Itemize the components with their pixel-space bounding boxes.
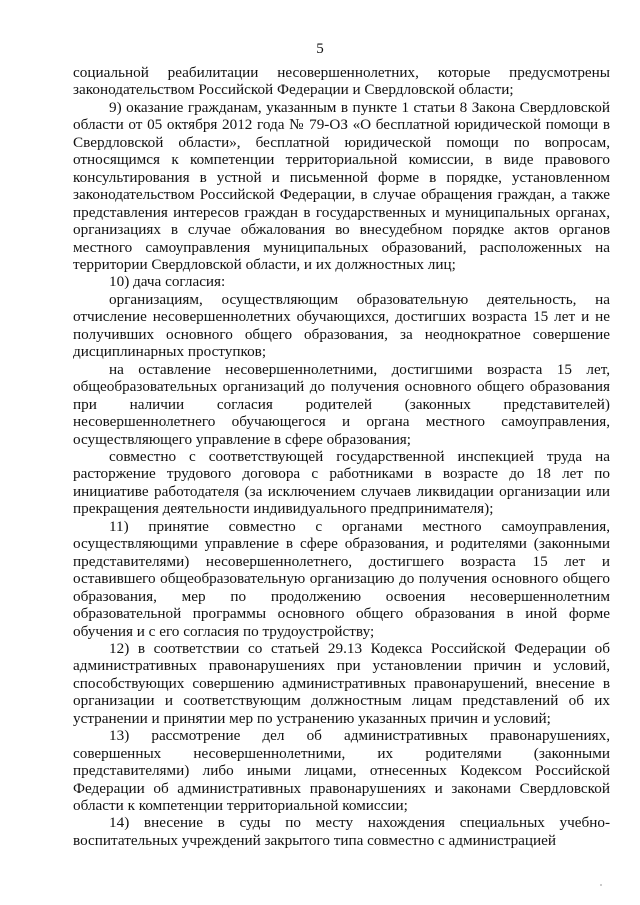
paragraph-item-10: 10) дача согласия: <box>109 273 226 291</box>
paragraph-item-10-labor-contract: совместно с соответствующей государственной инспекцией труда на расторжение трудового договора с работниками в возрасте до 18 лет по инициативе работодателя (за исключением случаев ликвидации организации или прекращения деятельности индивидуального предпринимателя); <box>73 447 610 518</box>
paragraph-item-11: 11) принятие совместно с органами местного самоуправления, осуществляющими управление в сфере образования, и родителями (законными представителями) несовершеннолетнего, достигшего возраста 15 лет и оставившего общеобразовательную организацию до получения основного общего образования, мер по продолжению освоения несовершеннолетним образовательной программы основного общего образования в иной форме обучения и с его согласия по трудоустройству; <box>73 517 610 640</box>
document-body <box>73 64 610 849</box>
paragraph-item-12: 12) в соответствии со статьей 29.13 Кодекса Российской Федерации об административных правонарушениях при установлении причин и условий, способствующих совершению административных правонарушений, внесение в организации и соответствующим должностным лицам представлений об их устранении и принятии мер по устранению указанных причин и условий; <box>73 639 610 727</box>
paragraph-item-10-expulsion: организациям, осуществляющим образовательную деятельность, на отчисление несовершеннолетних обучающихся, достигших возраста 15 лет и не получивших основного общего образования, за неоднократное совершение дисциплинарных проступков; <box>73 290 610 361</box>
paragraph-continuation: социальной реабилитации несовершеннолетних, которые предусмотрены законодательством Российской Федерации и Свердловской области; <box>73 64 610 99</box>
paragraph-item-13: 13) рассмотрение дел об административных правонарушениях, совершенных несовершеннолетними, их родителями (законными представителями) либо иными лицами, отнесенных Кодексом Российской Федерации об административных правонарушениях и законами Свердловской области к компетенции территориальной комиссии; <box>73 727 610 815</box>
scan-artifact <box>600 884 602 886</box>
paragraph-item-10-leaving-school: на оставление несовершеннолетними, достигшими возраста 15 лет, общеобразовательных организаций до получения основного общего образования при наличии согласия родителей (законных представителей) несовершеннолетнего обучающегося и органа местного самоуправления, осуществляющего управление в сфере образования; <box>73 360 610 448</box>
paragraph-item-14: 14) внесение в суды по месту нахождения специальных учебно-воспитательных учреждений закрытого типа совместно с администрацией <box>73 814 610 849</box>
paragraph-item-9: 9) оказание гражданам, указанным в пункте 1 статьи 8 Закона Свердловской области от 05 октября 2012 года № 79-ОЗ «О бесплатной юридической помощи в Свердловской области», бесплатной юридической помощи по вопросам, относящимся к компетенции территориальной комиссии, в виде правового консультирования в устной и письменной форме в порядке, установленном законодательством Российской Федерации, в случае обращения граждан, а также представления интересов граждан в государственных и муниципальных органах, организациях в случае обжалования во внесудебном порядке актов органов местного самоуправления муниципальных образований, расположенных на территории Свердловской области, и их должностных лиц; <box>73 98 610 273</box>
page-number: 5 <box>316 41 324 57</box>
